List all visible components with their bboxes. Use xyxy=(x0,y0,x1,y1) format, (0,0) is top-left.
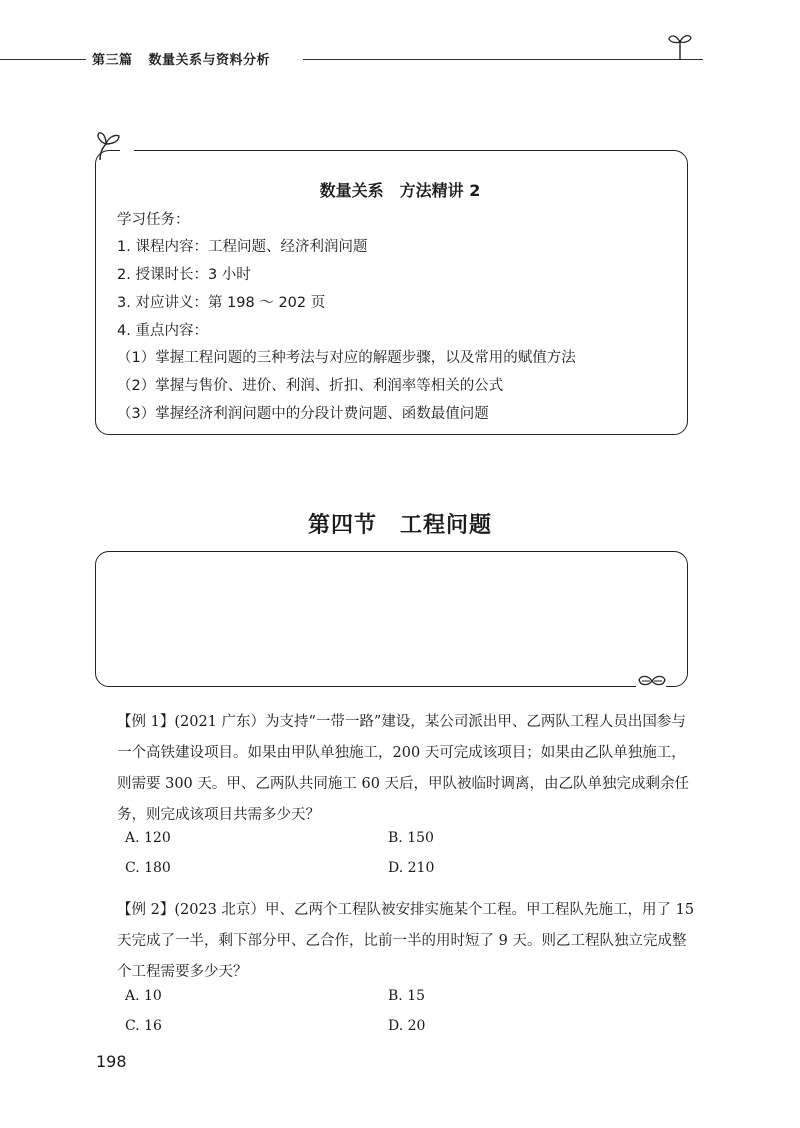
section-title: 第四节 工程问题 xyxy=(307,512,492,538)
option-d: D. 210 xyxy=(388,860,435,876)
task-item: 2. 授课时长：3 小时 xyxy=(117,267,251,283)
task-item: （3）掌握经济利润问题中的分段计费问题、函数最值问题 xyxy=(117,406,489,422)
task-item: 4. 重点内容： xyxy=(117,323,208,339)
running-header xyxy=(92,49,270,68)
leaf-pair-icon xyxy=(638,672,666,690)
option-b: B. 15 xyxy=(388,988,426,1004)
task-item: （1）掌握工程问题的三种考法与对应的解题步骤，以及常用的赋值方法 xyxy=(117,350,576,366)
box-border-gap xyxy=(120,148,134,154)
header-chapter: 第三篇 xyxy=(92,53,133,68)
header-title: 数量关系与资料分析 xyxy=(148,53,271,68)
note-box xyxy=(95,551,688,687)
option-a: A. 120 xyxy=(125,830,171,846)
option-d: D. 20 xyxy=(388,1018,426,1034)
option-c: C. 16 xyxy=(125,1018,162,1034)
task-item: 1. 课程内容：工程问题、经济利润问题 xyxy=(117,239,368,255)
option-c: C. 180 xyxy=(125,860,171,876)
option-a: A. 10 xyxy=(125,988,162,1004)
option-b: B. 150 xyxy=(388,830,434,846)
task-heading: 学习任务： xyxy=(117,212,190,228)
task-item: （2）掌握与售价、进价、利润、折扣、利润率等相关的公式 xyxy=(117,378,504,394)
example-stem: 【例 1】(2021 广东）为支持“一带一路”建设，某公司派出甲、乙两队工程人员出国参与一个高铁建设项目。如果由甲队单独施工，200 天可完成该项目；如果由乙队单独施工，则需要 300 天。甲、乙两队共同施工 60 天后，甲队被临时调离，由乙队单独完成剩余任务，则完成该项目共需多少天？ xyxy=(117,714,690,823)
example-stem: 【例 2】(2023 北京）甲、乙两个工程队被安排实施某个工程。甲工程队先施工，用了 15 天完成了一半，剩下部分甲、乙合作，比前一半的用时短了 9 天。则乙工程队独立完成整个工程需要多少天？ xyxy=(117,902,695,980)
sprout-icon xyxy=(94,128,122,160)
task-item: 3. 对应讲义：第 198 ～ 202 页 xyxy=(117,295,326,311)
task-box-title: 数量关系 方法精讲 2 xyxy=(319,181,481,200)
sprout-icon xyxy=(668,30,692,60)
header-rule-left xyxy=(0,59,86,60)
page-number: 198 xyxy=(96,1052,127,1071)
header-rule-right xyxy=(303,59,703,60)
